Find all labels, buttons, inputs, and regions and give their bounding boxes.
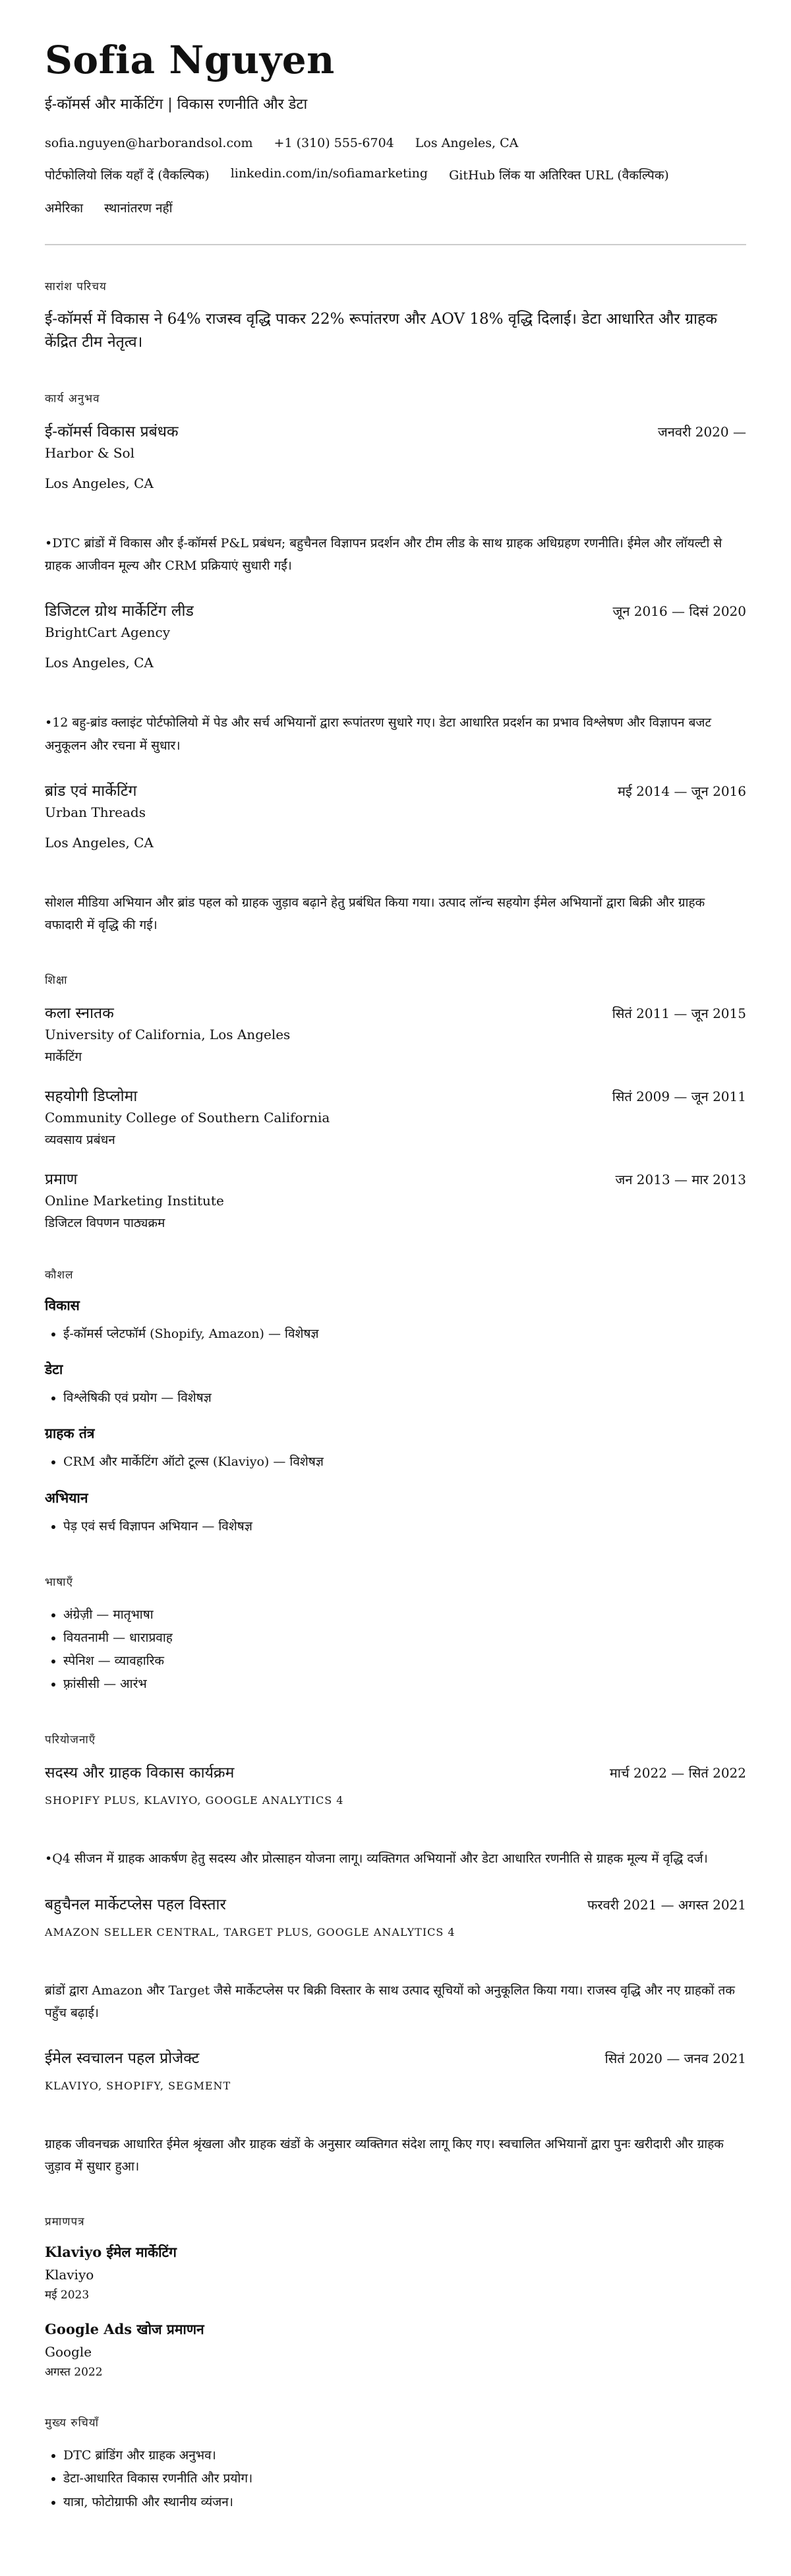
- section-title: प्रमाणपत्र: [45, 2215, 85, 2229]
- header-divider: [45, 244, 746, 245]
- summary-text: ई-कॉमर्स में विकास ने 64% राजस्व वृद्धि पाकर 22% रूपांतरण और AOV 18% वृद्धि दिलाई। डेटा आधारित और ग्राहक केंद्रित टीम नेतृत्व।: [45, 310, 717, 351]
- field-of-study: व्यवसाय प्रबंधन: [45, 1133, 115, 1148]
- skill-item: • CRM और मार्केटिंग ऑटो टूल्स (Klaviyo) — विशेषज्ञ: [63, 1451, 746, 1474]
- certification-entry: [45, 2320, 746, 2379]
- degree-title: सहयोगी डिप्लोमा: [45, 1088, 138, 1106]
- job-title: ई-कॉमर्स विकास प्रबंधक: [45, 423, 179, 441]
- school-name: Community College of Southern California: [45, 1110, 330, 1126]
- experience-entry: [45, 420, 746, 577]
- project-description: ब्रांडों द्वारा Amazon और Target जैसे मार्केटप्लेस पर बिक्री विस्तार के साथ उत्पाद सूचियों को अनुकूलित किया गया। राजस्व वृद्धि और नए ग्राहकों तक पहुँच बढ़ाई।: [45, 1983, 735, 2020]
- job-description: •DTC ब्रांडों में विकास और ई-कॉमर्स P&L प्रबंधन; बहुचैनल विज्ञापन प्रदर्शन और टीम लीड के साथ ग्राहक अधिग्रहण रणनीति। ईमेल और लॉयल्टी से ग्राहक आजीवन मूल्य और CRM प्रक्रियाएं सुधारी गईं।: [45, 536, 722, 574]
- certification-date: अगस्त 2022: [45, 2366, 103, 2380]
- linkedin-link[interactable]: linkedin.com/in/sofiamarketing: [230, 165, 428, 181]
- skill-group-title: विकास: [45, 1297, 80, 1314]
- education-section: [45, 972, 746, 1231]
- summary-section: [45, 278, 746, 355]
- skills-section: [45, 1267, 746, 1538]
- interest-item: • डेटा-आधारित विकास रणनीति और प्रयोग।: [63, 2467, 746, 2490]
- degree-title: प्रमाण: [45, 1171, 78, 1189]
- section-title: मुख्य रुचियाँ: [45, 2416, 100, 2430]
- project-title: बहुचैनल मार्केटप्लेस पहल विस्तार: [45, 1896, 226, 1913]
- education-entry: [45, 1168, 746, 1231]
- degree-title: कला स्नातक: [45, 1005, 114, 1023]
- project-dates: मार्च 2022 — सितं 2022: [609, 1765, 746, 1782]
- job-dates: मई 2014 — जून 2016: [618, 783, 746, 799]
- company-name: BrightCart Agency: [45, 624, 171, 641]
- project-dates: सितं 2020 — जनव 2021: [604, 2050, 746, 2066]
- section-title: परियोजनाएँ: [45, 1733, 96, 1747]
- phone-link[interactable]: +1 (310) 555-6704: [274, 135, 394, 150]
- skill-group-title: डेटा: [45, 1361, 63, 1378]
- section-title: कार्य अनुभव: [45, 392, 100, 406]
- project-technologies: SHOPIFY PLUS, KLAVIYO, GOOGLE ANALYTICS 4: [45, 1794, 344, 1807]
- certification-title: Klaviyo ईमेल मार्केटिंग: [45, 2244, 177, 2261]
- company-name: Urban Threads: [45, 804, 146, 820]
- interest-item: • यात्रा, फोटोग्राफी और स्थानीय व्यंजन।: [63, 2491, 746, 2514]
- project-description: •Q4 सीजन में ग्राहक आकर्षण हेतु सदस्य और प्रोत्साहन योजना लागू। व्यक्तिगत अभियानों और डेटा आधारित रणनीति से ग्राहक मूल्य में वृद्धि दर्ज।: [45, 1851, 708, 1867]
- education-entry: [45, 1085, 746, 1148]
- section-title: कौशल: [45, 1269, 74, 1282]
- field-of-study: डिजिटल विपणन पाठ्यक्रम: [45, 1216, 165, 1231]
- skill-item: • विश्लेषिकी एवं प्रयोग — विशेषज्ञ: [63, 1387, 746, 1410]
- project-entry: [45, 1893, 746, 2024]
- job-dates: जून 2016 — दिसं 2020: [612, 603, 746, 620]
- languages-section: [45, 1574, 746, 1696]
- project-technologies: KLAVIYO, SHOPIFY, SEGMENT: [45, 2079, 231, 2092]
- section-title: सारांश परिचय: [45, 280, 107, 293]
- experience-entry: [45, 779, 746, 936]
- contact-row-primary: [45, 136, 746, 150]
- job-title: ब्रांड एवं मार्केटिंग: [45, 782, 137, 800]
- education-entry: [45, 1002, 746, 1065]
- job-description: सोशल मीडिया अभियान और ब्रांड पहल को ग्राहक जुड़ाव बढ़ाने हेतु प्रबंधित किया गया। उत्पाद लॉन्च सहयोग ईमेल अभियानों द्वारा बिक्री और ग्राहक वफादारी में वृद्धि की गई।: [45, 895, 705, 933]
- certification-date: मई 2023: [45, 2289, 90, 2302]
- certification-issuer: Klaviyo: [45, 2267, 94, 2283]
- relocation-status: स्थानांतरण नहीं: [104, 200, 173, 216]
- job-title: डिजिटल ग्रोथ मार्केटिंग लीड: [45, 603, 194, 620]
- school-name: Online Marketing Institute: [45, 1193, 224, 1209]
- section-title: भाषाएँ: [45, 1575, 73, 1589]
- education-dates: सितं 2009 — जून 2011: [612, 1089, 746, 1105]
- project-title: सदस्य और ग्राहक विकास कार्यक्रम: [45, 1764, 235, 1782]
- projects-section: [45, 1731, 746, 2178]
- school-name: University of California, Los Angeles: [45, 1027, 291, 1043]
- certification-entry: [45, 2243, 746, 2302]
- portfolio-link[interactable]: पोर्टफोलियो लिंक यहाँ दें (वैकल्पिक): [45, 167, 210, 183]
- skill-group: [45, 1489, 746, 1538]
- email-link[interactable]: sofia.nguyen@harborandsol.com: [45, 135, 253, 150]
- work-authorization: अमेरिका: [45, 200, 84, 216]
- job-location: Los Angeles, CA: [45, 834, 154, 851]
- field-of-study: मार्केटिंग: [45, 1050, 82, 1065]
- language-item: • वियतनामी — धाराप्रवाह: [63, 1627, 746, 1650]
- headline: ई-कॉमर्स और मार्केटिंग | विकास रणनीति और डेटा: [45, 96, 308, 113]
- skill-item: • पेड़ एवं सर्च विज्ञापन अभियान — विशेषज्ञ: [63, 1515, 746, 1538]
- certification-issuer: Google: [45, 2344, 92, 2360]
- language-item: • फ़्रांसीसी — आरंभ: [63, 1673, 746, 1696]
- skill-group: [45, 1296, 746, 1346]
- experience-entry: [45, 599, 746, 756]
- skill-item: • ई-कॉमर्स प्लेटफॉर्म (Shopify, Amazon) — विशेषज्ञ: [63, 1323, 746, 1346]
- project-title: ईमेल स्वचालन पहल प्रोजेक्ट: [45, 2049, 200, 2067]
- certifications-section: [45, 2213, 746, 2379]
- skill-group-title: ग्राहक तंत्र: [45, 1425, 95, 1442]
- location-text: Los Angeles, CA: [415, 135, 519, 150]
- candidate-name: Sofia Nguyen: [45, 38, 335, 82]
- resume-header: [45, 40, 746, 216]
- job-description: •12 बहु-ब्रांड क्लाइंट पोर्टफोलियो में पेड और सर्च अभियानों द्वारा रूपांतरण सुधारे गए। डेटा आधारित प्रदर्शन का प्रभाव विश्लेषण और विज्ञापन बजट अनुकूलन और रचना में सुधार।: [45, 715, 712, 753]
- project-dates: फरवरी 2021 — अगस्त 2021: [587, 1896, 746, 1913]
- job-location: Los Angeles, CA: [45, 655, 154, 671]
- experience-section: [45, 390, 746, 936]
- skill-group: [45, 1360, 746, 1410]
- job-location: Los Angeles, CA: [45, 475, 154, 492]
- certification-title: Google Ads खोज प्रमाणन: [45, 2321, 204, 2338]
- project-entry: [45, 2047, 746, 2178]
- project-description: ग्राहक जीवनचक्र आधारित ईमेल श्रृंखला और ग्राहक खंडों के अनुसार व्यक्तिगत संदेश लागू किए गए। स्वचालित अभियानों द्वारा पुनः खरीदारी और ग्राहक जुड़ाव में सुधार हुआ।: [45, 2136, 724, 2174]
- interests-section: [45, 2414, 746, 2513]
- job-dates: जनवरी 2020 —: [657, 424, 746, 440]
- github-link[interactable]: GitHub लिंक या अतिरिक्त URL (वैकल्पिक): [449, 167, 669, 183]
- contact-row-links: [45, 166, 746, 183]
- project-technologies: AMAZON SELLER CENTRAL, TARGET PLUS, GOOGLE ANALYTICS 4: [45, 1925, 455, 1938]
- education-dates: सितं 2011 — जून 2015: [612, 1005, 746, 1022]
- education-dates: जन 2013 — मार 2013: [615, 1172, 746, 1188]
- interests-list: [45, 2444, 746, 2513]
- language-item: • अंग्रेज़ी — मातृभाषा: [63, 1603, 746, 1627]
- skill-group: [45, 1424, 746, 1474]
- section-title: शिक्षा: [45, 974, 68, 988]
- skill-group-title: अभियान: [45, 1489, 88, 1506]
- project-entry: [45, 1761, 746, 1870]
- languages-list: [45, 1603, 746, 1696]
- contact-row-status: [45, 199, 746, 216]
- interest-item: • DTC ब्रांडिंग और ग्राहक अनुभव।: [63, 2444, 746, 2467]
- language-item: • स्पेनिश — व्यावहारिक: [63, 1650, 746, 1673]
- company-name: Harbor & Sol: [45, 445, 134, 462]
